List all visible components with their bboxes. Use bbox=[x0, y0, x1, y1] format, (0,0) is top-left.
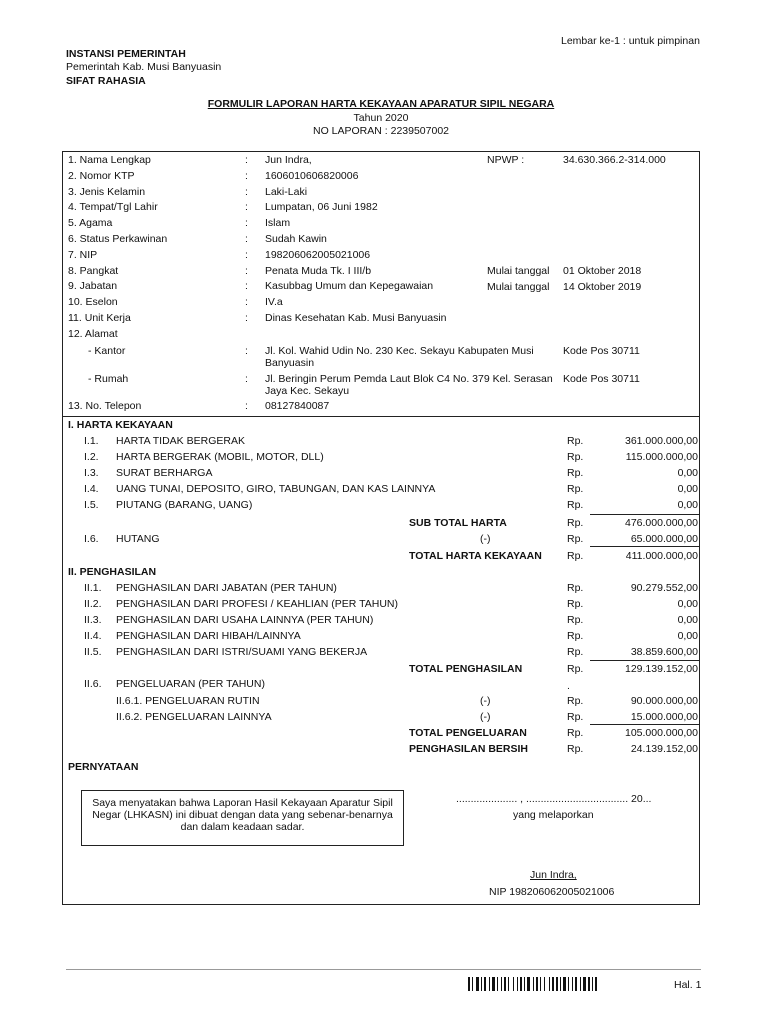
asset-amount: 115.000.000,00 bbox=[625, 451, 698, 463]
asset-currency: Rp. bbox=[567, 499, 584, 511]
secrecy-label: SIFAT RAHASIA bbox=[66, 75, 146, 87]
home-address-label: - Rumah bbox=[88, 373, 129, 385]
sheet-note: Lembar ke-1 : untuk pimpinan bbox=[561, 35, 700, 47]
income-amount: 38.859.600,00 bbox=[630, 646, 698, 658]
income-currency: Rp. bbox=[567, 630, 584, 642]
npwp-value: 34.630.366.2-314.000 bbox=[563, 154, 666, 166]
identity-label: 9. Jabatan bbox=[68, 280, 118, 293]
expense-code: II.6. bbox=[84, 678, 102, 690]
asset-label: PIUTANG (BARANG, UANG) bbox=[116, 499, 253, 511]
identity-label: 11. Unit Kerja bbox=[68, 312, 131, 324]
asset-amount: 0,00 bbox=[677, 483, 698, 495]
income-code: II.1. bbox=[84, 582, 102, 594]
expense-item-label: II.6.1. PENGELUARAN RUTIN bbox=[116, 695, 260, 707]
identity-sep: : bbox=[245, 264, 248, 277]
identity-label: 2. Nomor KTP bbox=[68, 169, 135, 182]
asset-code: I.3. bbox=[84, 467, 99, 479]
debt-currency: Rp. bbox=[567, 533, 584, 545]
identity-label: 12. Alamat bbox=[68, 327, 118, 340]
asset-code: I.2. bbox=[84, 451, 99, 463]
identity-sep: : bbox=[245, 248, 248, 261]
total-assets-label: TOTAL HARTA KEKAYAAN bbox=[409, 550, 542, 562]
identity-sep: : bbox=[245, 296, 248, 309]
subtotal-currency: Rp. bbox=[567, 517, 584, 529]
asset-amount: 0,00 bbox=[677, 499, 698, 511]
total-assets-amount: 411.000.000,00 bbox=[625, 550, 698, 562]
identity-label: 7. NIP bbox=[68, 248, 98, 261]
start-date-label-position: Mulai tanggal bbox=[487, 281, 550, 293]
form-title: FORMULIR LAPORAN HARTA KEKAYAAN APARATUR SIPIL NEGARA bbox=[207, 98, 555, 110]
start-date-rank: 01 Oktober 2018 bbox=[563, 265, 642, 277]
declaration-text: Saya menyatakan bahwa Laporan Hasil Kekayaan Aparatur Sipil Negar (LHKASN) ini dibuat dengan data yang sebenar-benarnya dan dalam keadaan sadar. bbox=[92, 797, 393, 833]
total-income-amount: 129.139.152,00 bbox=[625, 663, 698, 675]
phone-value: 08127840087 bbox=[265, 400, 330, 412]
total-expense-amount: 105.000.000,00 bbox=[625, 727, 698, 739]
identity-value: Penata Muda Tk. I III/b bbox=[265, 264, 372, 277]
office-postcode: Kode Pos 30711 bbox=[563, 345, 640, 357]
debt-label: HUTANG bbox=[116, 533, 160, 545]
declaration-box bbox=[81, 790, 404, 846]
income-currency: Rp. bbox=[567, 598, 584, 610]
place-date-line: ..................... , ................................... 20... bbox=[456, 793, 652, 805]
identity-sep: : bbox=[245, 201, 248, 214]
income-currency: Rp. bbox=[567, 614, 584, 626]
total-income-label: TOTAL PENGHASILAN bbox=[409, 663, 523, 675]
income-code: II.4. bbox=[84, 630, 102, 642]
identity-value: Sudah Kawin bbox=[265, 233, 327, 245]
home-postcode: Kode Pos 30711 bbox=[563, 373, 640, 385]
asset-amount: 0,00 bbox=[677, 467, 698, 479]
net-income-amount: 24.139.152,00 bbox=[630, 743, 698, 755]
footer-rule bbox=[66, 969, 701, 970]
identity-label: 8. Pangkat bbox=[68, 264, 119, 277]
income-label: PENGHASILAN DARI HIBAH/LAINNYA bbox=[116, 630, 301, 642]
identity-sep: : bbox=[245, 154, 248, 166]
identity-sep: : bbox=[245, 280, 248, 293]
subtotal-rule bbox=[590, 514, 700, 515]
identity-label: 5. Agama bbox=[68, 217, 113, 230]
identity-label: 6. Status Perkawinan bbox=[68, 233, 168, 245]
asset-currency: Rp. bbox=[567, 483, 584, 495]
signer-name: Jun Indra, bbox=[530, 869, 577, 881]
income-label: PENGHASILAN DARI ISTRI/SUAMI YANG BEKERJA bbox=[116, 646, 368, 658]
income-amount: 90.279.552,00 bbox=[630, 582, 698, 594]
asset-amount: 361.000.000,00 bbox=[625, 435, 698, 447]
expense-item-label: II.6.2. PENGELUARAN LAINNYA bbox=[116, 711, 272, 723]
income-label: PENGHASILAN DARI USAHA LAINNYA (PER TAHUN) bbox=[116, 614, 374, 626]
asset-label: HARTA BERGERAK (MOBIL, MOTOR, DLL) bbox=[116, 451, 324, 463]
asset-code: I.4. bbox=[84, 483, 99, 495]
income-amount: 0,00 bbox=[677, 598, 698, 610]
total-expense-rule bbox=[590, 724, 700, 725]
identity-value: 1606010606820006 bbox=[265, 169, 359, 182]
identity-value: Jun Indra, bbox=[265, 154, 312, 166]
identity-value: Kasubbag Umum dan Kepegawaian bbox=[265, 280, 434, 293]
identity-sep: : bbox=[245, 169, 248, 182]
income-code: II.2. bbox=[84, 598, 102, 610]
total-assets-currency: Rp. bbox=[567, 550, 584, 562]
office-address-sep: : bbox=[245, 345, 248, 357]
asset-label: UANG TUNAI, DEPOSITO, GIRO, TABUNGAN, DAN KAS LAINNYA bbox=[116, 483, 436, 495]
expense-item-currency: Rp. bbox=[567, 711, 584, 723]
net-income-label: PENGHASILAN BERSIH bbox=[409, 743, 529, 755]
asset-code: I.1. bbox=[84, 435, 99, 447]
debt-sign: (-) bbox=[480, 533, 491, 545]
debt-amount: 65.000.000,00 bbox=[630, 533, 698, 545]
home-address-sep: : bbox=[245, 373, 248, 385]
net-income-currency: Rp. bbox=[567, 743, 584, 755]
identity-value: Laki-Laki bbox=[265, 185, 308, 198]
total-expense-currency: Rp. bbox=[567, 727, 584, 739]
phone-sep: : bbox=[245, 400, 248, 412]
asset-label: HARTA TIDAK BERGERAK bbox=[116, 435, 245, 447]
start-date-label-rank: Mulai tanggal bbox=[487, 265, 550, 277]
page-number: Hal. 1 bbox=[674, 979, 702, 991]
barcode-icon bbox=[468, 977, 658, 991]
identity-value: Lumpatan, 06 Juni 1982 bbox=[265, 201, 378, 214]
asset-code: I.5. bbox=[84, 499, 99, 511]
reporter-label: yang melaporkan bbox=[513, 809, 594, 821]
debt-code: I.6. bbox=[84, 533, 99, 545]
asset-label: SURAT BERHARGA bbox=[116, 467, 213, 479]
identity-label: 4. Tempat/Tgl Lahir bbox=[68, 201, 158, 214]
income-label: PENGHASILAN DARI JABATAN (PER TAHUN) bbox=[116, 582, 337, 594]
income-currency: Rp. bbox=[567, 646, 584, 658]
identity-value: Islam bbox=[265, 217, 291, 230]
identity-value: Dinas Kesehatan Kab. Musi Banyuasin bbox=[265, 312, 447, 324]
identity-sep: : bbox=[245, 217, 248, 230]
report-number: NO LAPORAN : 2239507002 bbox=[313, 125, 449, 137]
income-code: II.3. bbox=[84, 614, 102, 626]
total-income-rule bbox=[590, 660, 700, 661]
asset-currency: Rp. bbox=[567, 435, 584, 447]
statement-heading: PERNYATAAN bbox=[68, 761, 139, 773]
income-currency: Rp. bbox=[567, 582, 584, 594]
identity-label: 10. Eselon bbox=[68, 296, 118, 309]
office-address: Jl. Kol. Wahid Udin No. 230 Kec. Sekayu Kabupaten Musi Banyuasin bbox=[265, 345, 534, 369]
agency-name: Pemerintah Kab. Musi Banyuasin bbox=[66, 61, 222, 73]
expense-item-sign: (-) bbox=[480, 711, 491, 723]
subtotal-label: SUB TOTAL HARTA bbox=[409, 517, 507, 529]
start-date-position: 14 Oktober 2019 bbox=[563, 281, 642, 293]
identity-label: 1. Nama Lengkap bbox=[68, 154, 151, 166]
section-divider bbox=[62, 416, 700, 417]
expense-label: PENGELUARAN (PER TAHUN) bbox=[116, 678, 265, 690]
expense-item-amount: 15.000.000,00 bbox=[630, 711, 698, 723]
signer-nip: NIP 198206062005021006 bbox=[489, 886, 615, 898]
expense-item-currency: Rp. bbox=[567, 695, 584, 707]
home-address: Jl. Beringin Perum Pemda Laut Blok C4 No. 379 Kel. Serasan Jaya Kec. Sekayu bbox=[265, 373, 553, 397]
income-label: PENGHASILAN DARI PROFESI / KEAHLIAN (PER TAHUN) bbox=[116, 598, 399, 610]
phone-label: 13. No. Telepon bbox=[68, 400, 142, 412]
agency-heading: INSTANSI PEMERINTAH bbox=[66, 48, 186, 60]
office-address-label: - Kantor bbox=[88, 345, 126, 357]
expense-item-amount: 90.000.000,00 bbox=[630, 695, 698, 707]
total-expense-label: TOTAL PENGELUARAN bbox=[409, 727, 527, 739]
identity-sep: : bbox=[245, 185, 248, 198]
identity-label: 3. Jenis Kelamin bbox=[68, 185, 146, 198]
total-income-currency: Rp. bbox=[567, 663, 584, 675]
expense-dot: . bbox=[567, 680, 570, 692]
identity-value: IV.a bbox=[265, 296, 283, 309]
income-heading: II. PENGHASILAN bbox=[68, 566, 157, 578]
identity-value: 198206062005021006 bbox=[265, 248, 371, 261]
income-amount: 0,00 bbox=[677, 614, 698, 626]
income-amount: 0,00 bbox=[677, 630, 698, 642]
subtotal-amount: 476.000.000,00 bbox=[625, 517, 698, 529]
npwp-label: NPWP : bbox=[487, 154, 525, 166]
form-year: Tahun 2020 bbox=[353, 112, 409, 124]
asset-currency: Rp. bbox=[567, 467, 584, 479]
total-assets-rule bbox=[590, 546, 700, 547]
income-code: II.5. bbox=[84, 646, 102, 658]
identity-sep: : bbox=[245, 312, 248, 324]
asset-currency: Rp. bbox=[567, 451, 584, 463]
identity-sep: : bbox=[245, 233, 248, 245]
expense-item-sign: (-) bbox=[480, 695, 491, 707]
assets-heading: I. HARTA KEKAYAAN bbox=[68, 419, 173, 431]
